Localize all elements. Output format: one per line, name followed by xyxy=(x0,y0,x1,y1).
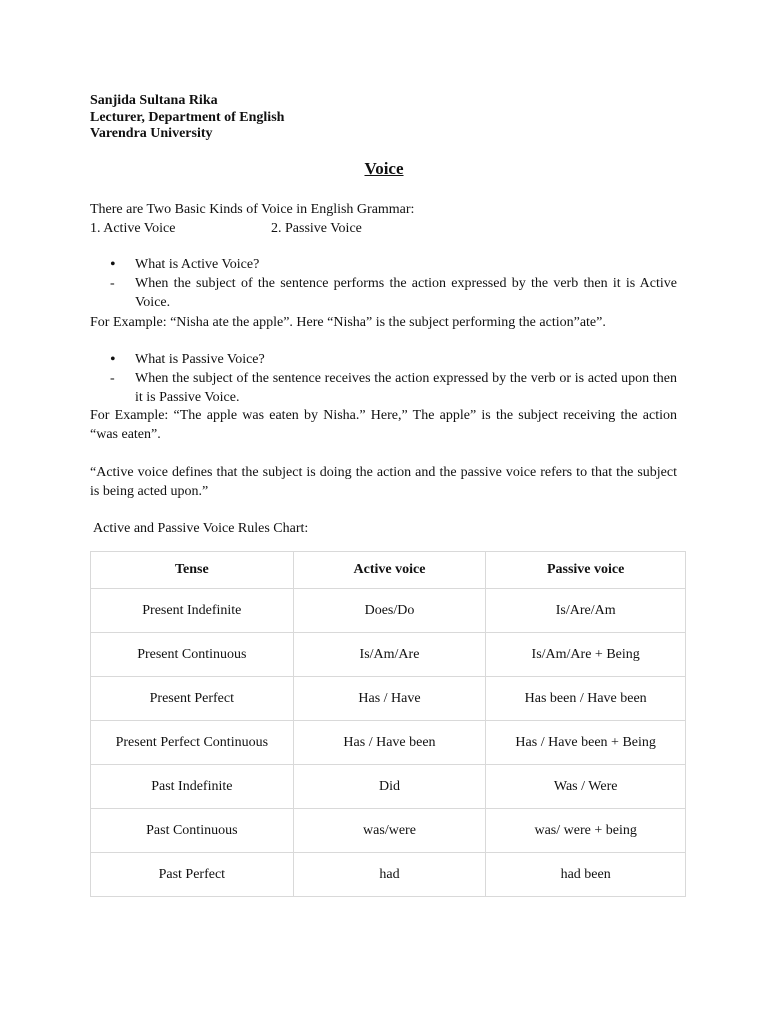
tense-cell: Present Continuous xyxy=(91,633,294,677)
active-cell: had xyxy=(293,853,486,897)
passive-cell: Is/Am/Are + Being xyxy=(486,633,686,677)
voice-kind-passive: 2. Passive Voice xyxy=(271,221,362,236)
tense-cell: Present Indefinite xyxy=(91,589,294,633)
table-header-row xyxy=(91,552,686,589)
active-definition: When the subject of the sentence performs the action expressed by the verb then it is Active Voice. xyxy=(135,276,677,310)
passive-cell: Was / Were xyxy=(486,765,686,809)
passive-cell: was/ were + being xyxy=(486,809,686,853)
voice-kind-active: 1. Active Voice xyxy=(90,221,176,236)
tense-cell: Past Continuous xyxy=(91,809,294,853)
passive-cell: Is/Are/Am xyxy=(486,589,686,633)
document-title: Voice xyxy=(364,159,404,178)
table-row xyxy=(91,809,686,853)
active-example: For Example: “Nisha ate the apple”. Here “Nisha” is the subject performing the action”ate”. xyxy=(90,315,606,330)
tense-cell: Present Perfect Continuous xyxy=(91,721,294,765)
header-tense: Tense xyxy=(91,552,294,589)
voice-quote: “Active voice defines that the subject is doing the action and the passive voice refers to that the subject is being acted upon.” xyxy=(90,465,677,499)
active-question: What is Active Voice? xyxy=(135,257,260,272)
voice-kinds-line xyxy=(90,219,690,238)
active-cell: Does/Do xyxy=(293,589,486,633)
chart-heading: Active and Passive Voice Rules Chart: xyxy=(93,521,309,536)
table-row xyxy=(91,765,686,809)
tense-cell: Past Indefinite xyxy=(91,765,294,809)
table-row xyxy=(91,589,686,633)
passive-cell: Has / Have been + Being xyxy=(486,721,686,765)
table-row xyxy=(91,633,686,677)
table-row xyxy=(91,677,686,721)
header-passive-voice: Passive voice xyxy=(486,552,686,589)
bullet-icon: • xyxy=(110,256,116,273)
voice-rules-table xyxy=(90,551,686,897)
dash-icon: - xyxy=(110,276,115,291)
passive-example: For Example: “The apple was eaten by Nisha.” Here,” The apple” is the subject receiving the action “was eaten”. xyxy=(90,408,677,442)
active-cell: Has / Have xyxy=(293,677,486,721)
active-cell: Did xyxy=(293,765,486,809)
passive-definition: When the subject of the sentence receives the action expressed by the verb or is acted upon then it is Passive Voice. xyxy=(135,371,677,405)
passive-question: What is Passive Voice? xyxy=(135,352,265,367)
dash-icon: - xyxy=(110,371,115,386)
passive-cell: Has been / Have been xyxy=(486,677,686,721)
active-cell: Is/Am/Are xyxy=(293,633,486,677)
table-row xyxy=(91,721,686,765)
active-cell: Has / Have been xyxy=(293,721,486,765)
intro-text: There are Two Basic Kinds of Voice in English Grammar: xyxy=(90,202,415,217)
passive-cell: had been xyxy=(486,853,686,897)
author-block xyxy=(90,93,284,143)
active-cell: was/were xyxy=(293,809,486,853)
author-university: Varendra University xyxy=(90,126,213,141)
tense-cell: Past Perfect xyxy=(91,853,294,897)
header-active-voice: Active voice xyxy=(293,552,486,589)
tense-cell: Present Perfect xyxy=(91,677,294,721)
author-name: Sanjida Sultana Rika xyxy=(90,93,218,108)
author-position: Lecturer, Department of English xyxy=(90,109,285,125)
bullet-icon: • xyxy=(110,351,116,368)
table-row xyxy=(91,853,686,897)
